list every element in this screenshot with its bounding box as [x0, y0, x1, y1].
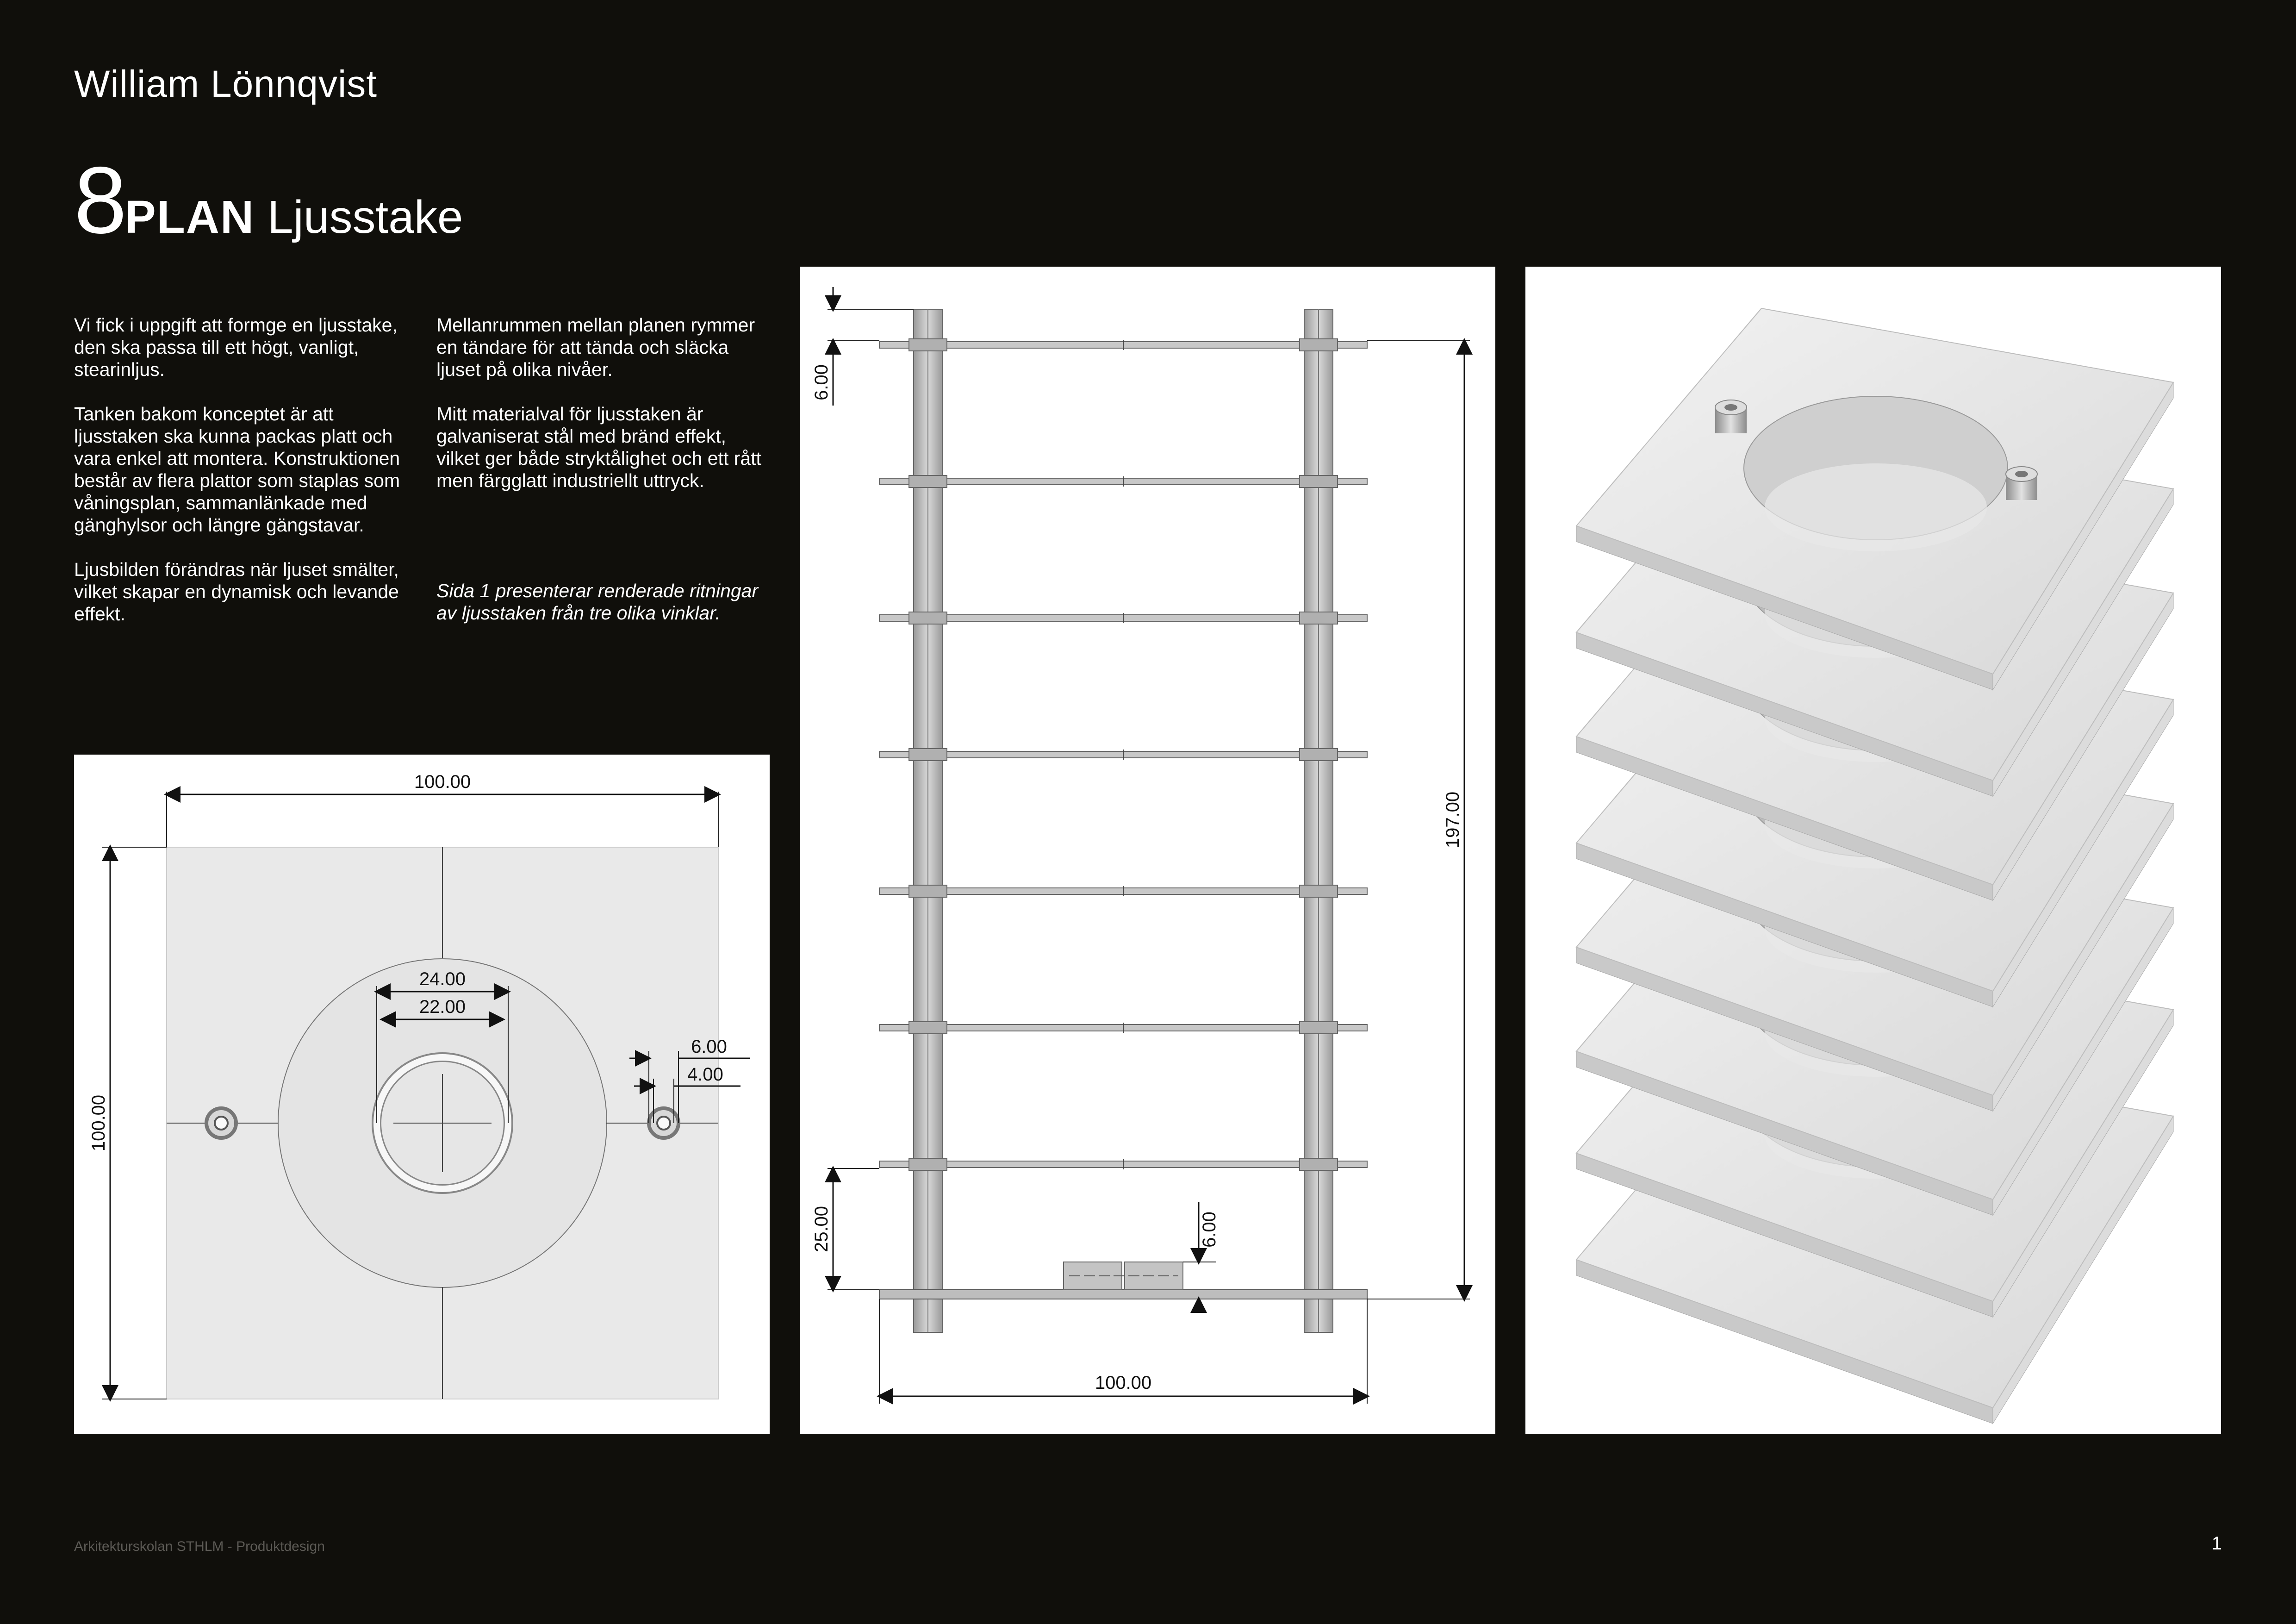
paragraph: Mellanrummen mellan planen rymmer en tändare för att tända och släcka ljuset på olika nivåer. [436, 314, 755, 380]
bottom-gap-dim: 25.00 [811, 1206, 832, 1253]
title-number: 8 [74, 147, 125, 253]
top-width-dim: 100.00 [414, 772, 471, 792]
sleeve-nut [909, 885, 947, 897]
paragraph: Ljusbilden förändras när ljuset smälter, vilket skapar en dynamisk och levande effekt. [74, 559, 399, 625]
sleeve-nut [909, 1158, 947, 1170]
lighter-dim: 6.00 [1199, 1212, 1220, 1248]
sleeve-nut [909, 749, 947, 761]
sleeve-nut [1300, 1022, 1338, 1034]
paragraph: Vi fick i uppgift att formge en ljusstake, den ska passa till ett högt, vanligt, stearinljus. [74, 314, 398, 380]
text-column-right [436, 314, 770, 646]
text-column-left [74, 314, 407, 647]
sleeve-nut [1300, 612, 1338, 624]
page-title [74, 147, 463, 253]
sleeve-nut [1300, 1158, 1338, 1170]
footer-school: Arkitekturskolan STHLM - Produktdesign [74, 1539, 325, 1554]
sleeve-nut [909, 339, 947, 351]
sleeve-nut [909, 475, 947, 487]
top-gap-dim: 6.00 [811, 364, 832, 400]
sleeve-nut [1300, 885, 1338, 897]
outer-ring-dim: 24.00 [419, 969, 466, 989]
paragraph: Sida 1 presenterar renderade ritningar av ljusstaken från tre olika vinklar. [436, 580, 759, 624]
axonometric-render [1525, 267, 2221, 1434]
sleeve-nut [1300, 339, 1338, 351]
title-name: Ljusstake [268, 191, 463, 243]
rod-sleeve-dim: 6.00 [691, 1037, 727, 1057]
sleeve-nut [1300, 749, 1338, 761]
side-width-dim: 100.00 [1095, 1373, 1152, 1393]
author-name: William Lönnqvist [74, 63, 377, 105]
sleeve-nut [1300, 475, 1338, 487]
paragraph: Tanken bakom konceptet är att ljusstaken ska kunna packas platt och vara enkel att montera. Konstruktionen består av flera plattor som staplas som våningsplan, sammanlänkade med gänghylsor och längre gängstavar. [74, 403, 400, 536]
title-plan: PLAN [125, 191, 255, 243]
top-view-drawing [74, 755, 770, 1434]
side-view-drawing [800, 267, 1495, 1434]
top-height-dim: 100.00 [88, 1094, 109, 1152]
rod-dim: 4.00 [687, 1064, 723, 1085]
inner-ring-dim: 22.00 [419, 997, 466, 1017]
paragraph: Mitt materialval för ljusstaken är galvaniserat stål med bränd effekt, vilket ger både stryktålighet och ett rått men färgglatt industriellt uttryck. [436, 403, 761, 491]
sleeve-nut [909, 612, 947, 624]
page-number: 1 [2211, 1533, 2222, 1554]
height-dim: 197.00 [1443, 791, 1463, 849]
sleeve-nut [909, 1022, 947, 1034]
